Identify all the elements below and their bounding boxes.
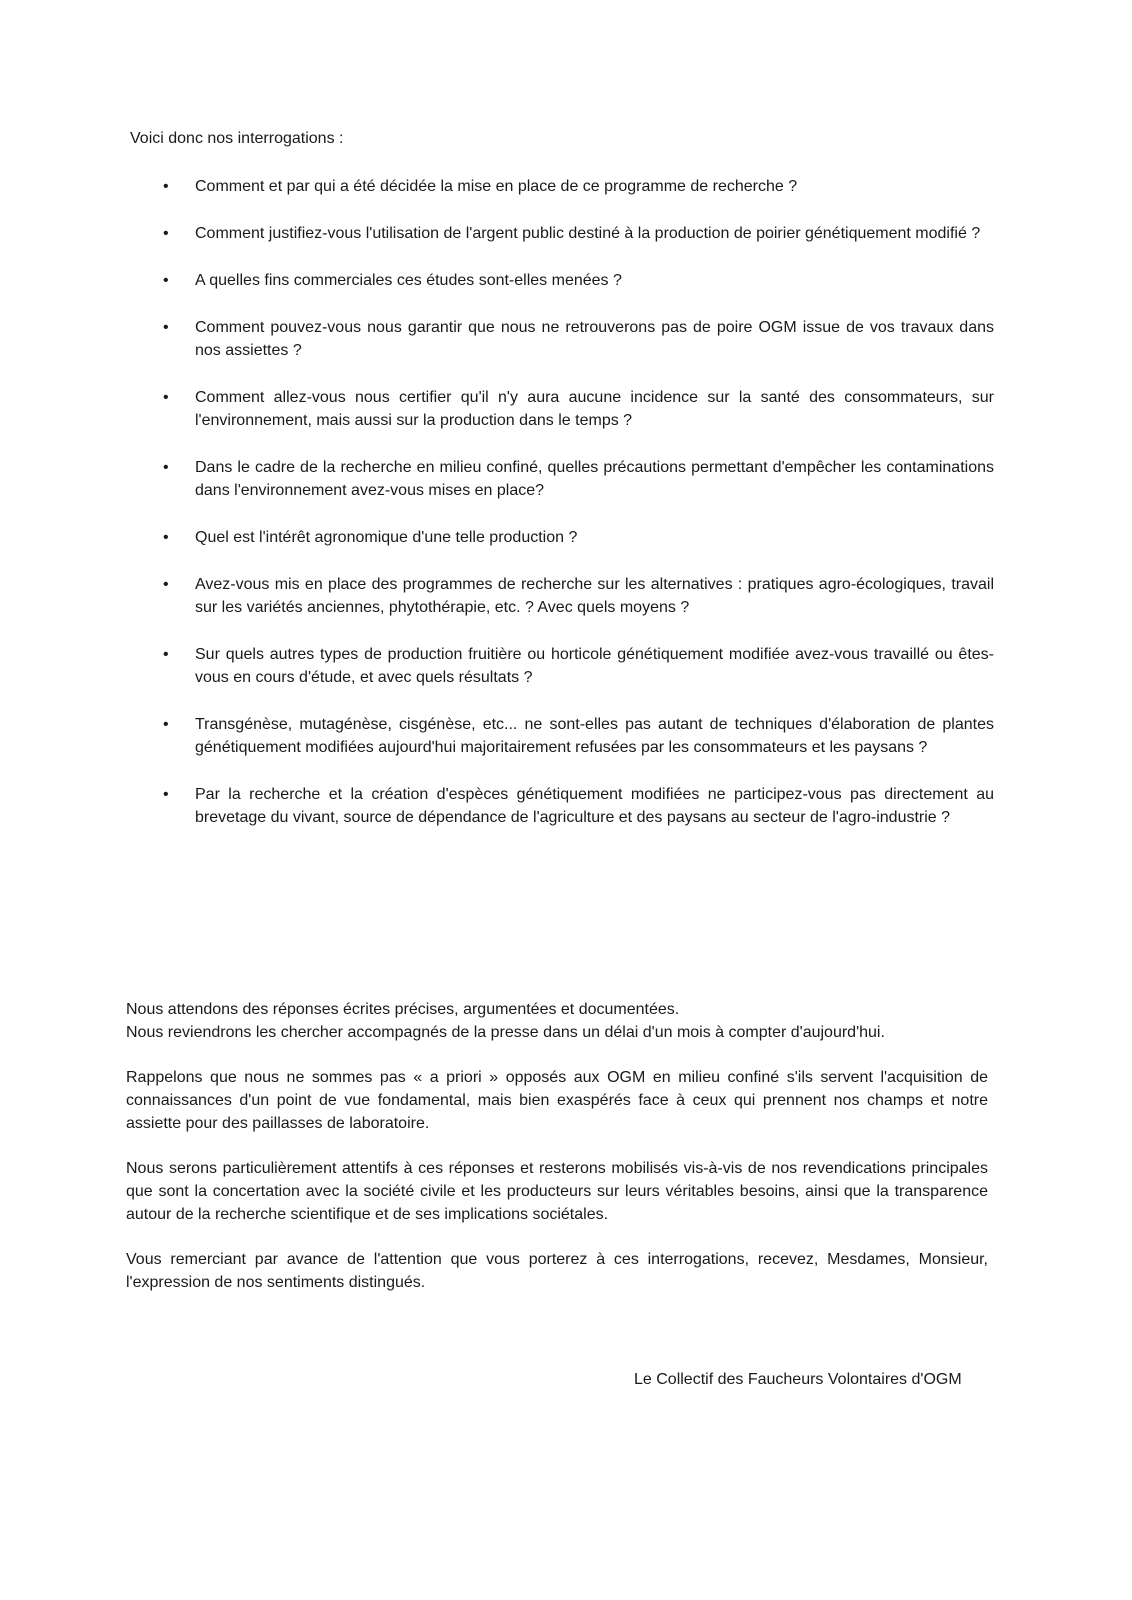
- question-text: Comment justifiez-vous l'utilisation de l'argent public destiné à la production de poirier génétiquement modifié ?: [195, 225, 981, 242]
- question-item: [160, 386, 994, 432]
- bullet-icon: •: [163, 178, 169, 195]
- question-item: [160, 526, 994, 549]
- bullet-icon: •: [163, 459, 169, 476]
- question-item: [160, 316, 994, 362]
- intro-text: Voici donc nos interrogations :: [130, 130, 344, 147]
- bullet-icon: •: [163, 716, 169, 733]
- question-text: A quelles fins commerciales ces études sont-elles menées ?: [195, 272, 622, 289]
- reminder-paragraph: Rappelons que nous ne sommes pas « a priori » opposés aux OGM en milieu confiné s'ils servent l'acquisition de connaissances d'un point de vue fondamental, mais bien exaspérés face à ceux qui prennent nos champs et notre assiette pour des paillasses de laboratoire.: [126, 1069, 988, 1132]
- expectation-line: Nous reviendrons les chercher accompagnés de la presse dans un délai d'un mois à compter d'aujourd'hui.: [126, 1024, 885, 1041]
- attention-paragraph: Nous serons particulièrement attentifs à ces réponses et resterons mobilisés vis-à-vis de nos revendications principales que sont la concertation avec la société civile et les producteurs sur leurs véritables besoins, ainsi que la transparence autour de la recherche scientifique et de ses implications sociétales.: [126, 1160, 988, 1223]
- question-text: Dans le cadre de la recherche en milieu confiné, quelles précautions permettant d'empêcher les contaminations dans l'environnement avez-vous mises en place?: [195, 459, 994, 499]
- question-text: Transgénèse, mutagénèse, cisgénèse, etc... ne sont-elles pas autant de techniques d'élaboration de plantes génétiquement modifiées aujourd'hui majoritairement refusées par les consommateurs et les paysans ?: [195, 716, 994, 756]
- question-text: Comment pouvez-vous nous garantir que nous ne retrouverons pas de poire OGM issue de vos travaux dans nos assiettes ?: [195, 319, 994, 359]
- closing-section: [126, 998, 988, 1316]
- question-text: Comment et par qui a été décidée la mise en place de ce programme de recherche ?: [195, 178, 798, 195]
- question-item: [160, 713, 994, 759]
- bullet-icon: •: [163, 225, 169, 242]
- question-item: [160, 783, 994, 829]
- question-item: [160, 573, 994, 619]
- bullet-icon: •: [163, 646, 169, 663]
- question-item: [160, 175, 994, 198]
- question-item: [160, 643, 994, 689]
- expectation-paragraph: [126, 998, 988, 1044]
- question-text: Par la recherche et la création d'espèces génétiquement modifiées ne participez-vous pas directement au brevetage du vivant, source de dépendance de l'agriculture et des paysans au secteur de l'agro-industrie ?: [195, 786, 994, 826]
- bullet-icon: •: [163, 576, 169, 593]
- question-text: Avez-vous mis en place des programmes de recherche sur les alternatives : pratiques agro-écologiques, travail sur les variétés anciennes, phytothérapie, etc. ? Avec quels moyens ?: [195, 576, 994, 616]
- question-item: [160, 456, 994, 502]
- question-text: Comment allez-vous nous certifier qu'il n'y aura aucune incidence sur la santé des consommateurs, sur l'environnement, mais aussi sur la production dans le temps ?: [195, 389, 994, 429]
- bullet-icon: •: [163, 529, 169, 546]
- bullet-icon: •: [163, 272, 169, 289]
- question-item: [160, 269, 994, 292]
- expectation-line: Nous attendons des réponses écrites précises, argumentées et documentées.: [126, 1001, 680, 1018]
- question-list: [160, 175, 994, 853]
- signature: Le Collectif des Faucheurs Volontaires d'OGM: [634, 1371, 962, 1388]
- bullet-icon: •: [163, 319, 169, 336]
- question-item: [160, 222, 994, 245]
- question-text: Quel est l'intérêt agronomique d'une telle production ?: [195, 529, 578, 546]
- bullet-icon: •: [163, 786, 169, 803]
- bullet-icon: •: [163, 389, 169, 406]
- thanks-paragraph: Vous remerciant par avance de l'attention que vous porterez à ces interrogations, recevez, Mesdames, Monsieur, l'expression de nos sentiments distingués.: [126, 1251, 988, 1291]
- question-text: Sur quels autres types de production fruitière ou horticole génétiquement modifiée avez-vous travaillé ou êtes-vous en cours d'étude, et avec quels résultats ?: [195, 646, 994, 686]
